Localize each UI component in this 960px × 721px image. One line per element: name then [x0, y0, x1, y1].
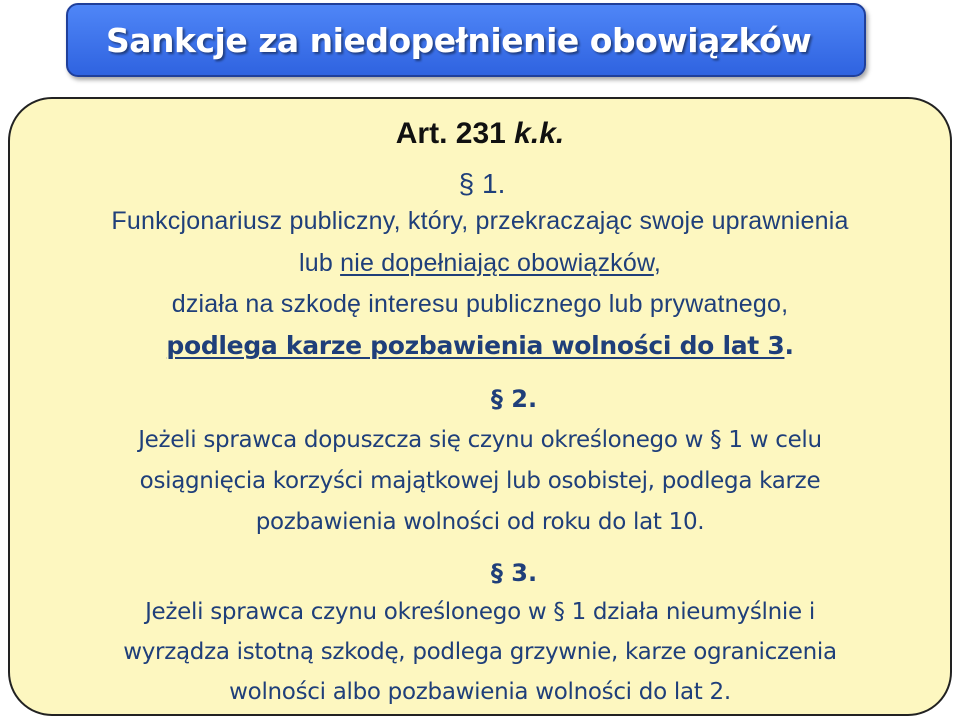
- section-2-line-3: pozbawienia wolności od roku do lat 10.: [255, 509, 705, 535]
- section-3-line-1: Jeżeli sprawca czynu określonego w § 1 działa nieumyślnie i: [145, 599, 815, 625]
- section-3-heading: § 3.: [490, 559, 538, 587]
- section-1-line-2: [10, 249, 950, 278]
- section-1-line-1: Funkcjonariusz publiczny, który, przekraczając swoje uprawnienia: [111, 207, 849, 235]
- article-text-panel: [8, 97, 952, 716]
- section-1-line-3: działa na szkodę interesu publicznego lub prywatnego,: [171, 290, 789, 318]
- underlined-phrase: nie dopełniając obowiązków: [340, 249, 654, 277]
- section-3-line-2: wyrządza istotną szkodę, podlega grzywnie, karze ograniczenia: [123, 639, 837, 665]
- article-number: Art. 231: [395, 117, 506, 150]
- section-2-line-1: Jeżeli sprawca dopuszcza się czynu określonego w § 1 w celu: [138, 427, 822, 453]
- section-1-heading: § 1.: [458, 168, 506, 199]
- section-1-line-2-suffix: ,: [653, 249, 661, 277]
- article-code: k.k.: [514, 117, 565, 150]
- slide-title: Sankcje za niedopełnienie obowiązków: [106, 21, 812, 60]
- penalty-suffix: .: [784, 331, 794, 360]
- section-2-line-2: osiągnięcia korzyści majątkowej lub osobistej, podlega karze: [139, 468, 821, 494]
- section-2-heading: § 2.: [490, 385, 538, 413]
- section-1-line-2-prefix: lub: [298, 249, 341, 277]
- article-heading: [10, 117, 950, 151]
- section-3-line-3: wolności albo pozbawienia wolności do lat 2.: [229, 679, 731, 705]
- section-1-penalty: [10, 331, 950, 360]
- penalty-phrase: podlega karze pozbawienia wolności do lat 3: [166, 331, 785, 360]
- slide-title-banner: [66, 3, 866, 77]
